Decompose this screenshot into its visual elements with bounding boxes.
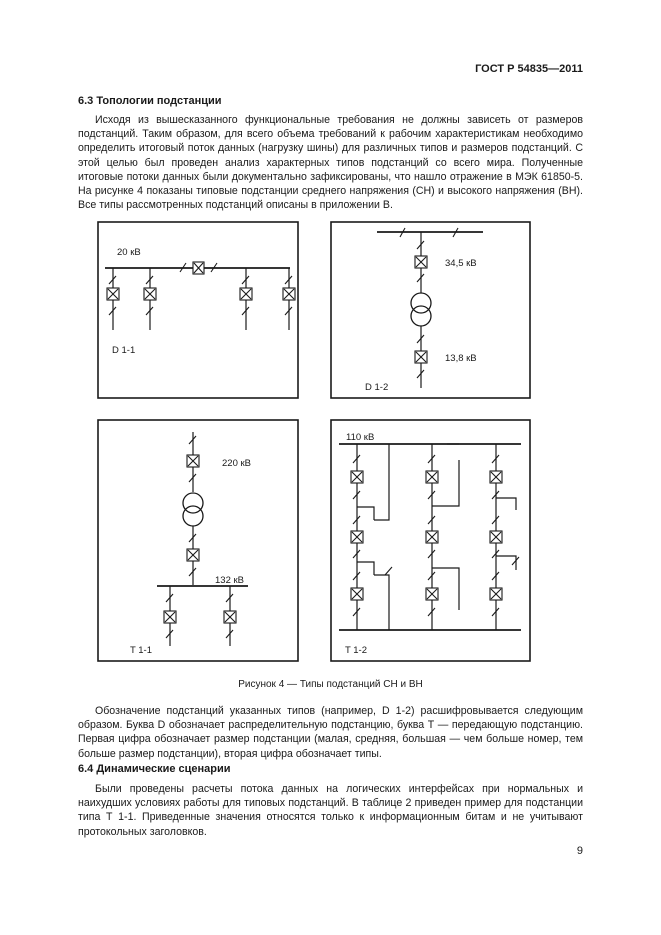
diagram-d12 — [365, 228, 483, 393]
designation-paragraph: Обозначение подстанций указанных типов (например, D 1-2) расшифровывается следующим образом. Буква D обозначает распределительную подстанцию, буква Т — передающую подстанцию. Первая цифра обозначает размер подстанции (малая, средняя, большая — чем больше номер, тем больше размер подстанции), вторая цифра обозначает типы. — [78, 705, 583, 760]
feeder-bay — [107, 268, 119, 330]
t12-voltage-label: 110 кВ — [346, 432, 375, 443]
feeder-bay — [144, 268, 156, 330]
section-6-4-title: 6.4 Динамические сценарии — [78, 763, 231, 775]
d11-panel-label: D 1-1 — [112, 345, 136, 356]
section-6-4-paragraph: Были проведены расчеты потока данных на логических интерфейсах при нормальных и наихудших условиях работы для типовых подстанций. В таблице 2 приведен пример для подстанции типа Т 1-1. Приведенные значения относятся только к информационным битам и не учитывают протокольных заголовков. — [78, 783, 583, 838]
document-id: ГОСТ Р 54835—2011 — [475, 63, 583, 75]
d12-low-voltage-label: 13,8 кВ — [445, 353, 477, 364]
d12-high-voltage-label: 34,5 кВ — [445, 258, 477, 269]
transformer-symbol — [411, 293, 431, 326]
figure-caption: Рисунок 4 — Типы подстанций СН и ВН — [238, 679, 423, 690]
transformer-symbol — [183, 493, 203, 526]
feeder-bay — [240, 268, 252, 330]
diagram-t11 — [130, 432, 251, 656]
section-6-3-paragraph: Исходя из вышесказанного функциональные требования не должны зависеть от размеров подстанций. Таким образом, для всего объема требований к рабочим характеристикам необходимо определить итоговый поток данных (нагрузку шины) для различных типов и размеров подстанций. С этой целью был проведен анализ характерных типов подстанций со всего мира. Полученные итоговые потоки данных были документально зафиксированы, что нашло отражение в МЭК 61850-5. На рисунке 4 показаны типовые подстанции среднего напряжения (СН) и высокого напряжения (ВН). Все типы рассмотренных подстанций описаны в приложении В. — [78, 114, 583, 212]
diagram-d11 — [105, 247, 295, 356]
d11-voltage-label: 20 кВ — [117, 247, 141, 258]
section-6-3-title: 6.3 Топологии подстанции — [78, 95, 222, 107]
page-number: 9 — [576, 845, 583, 857]
diagram-t12 — [339, 432, 521, 656]
d12-panel-label: D 1-2 — [365, 382, 389, 393]
feeder-bay — [224, 586, 236, 646]
panel-d12-frame — [331, 222, 530, 398]
t11-low-voltage-label: 132 кВ — [215, 575, 244, 586]
t11-high-voltage-label: 220 кВ — [222, 458, 251, 469]
t11-panel-label: T 1-1 — [130, 645, 153, 656]
feeder-bay — [164, 586, 176, 646]
feeder-bay — [283, 268, 295, 330]
t12-panel-label: T 1-2 — [345, 645, 368, 656]
bay-column — [426, 444, 459, 616]
bay-column — [351, 455, 374, 616]
bay-column — [490, 455, 519, 616]
